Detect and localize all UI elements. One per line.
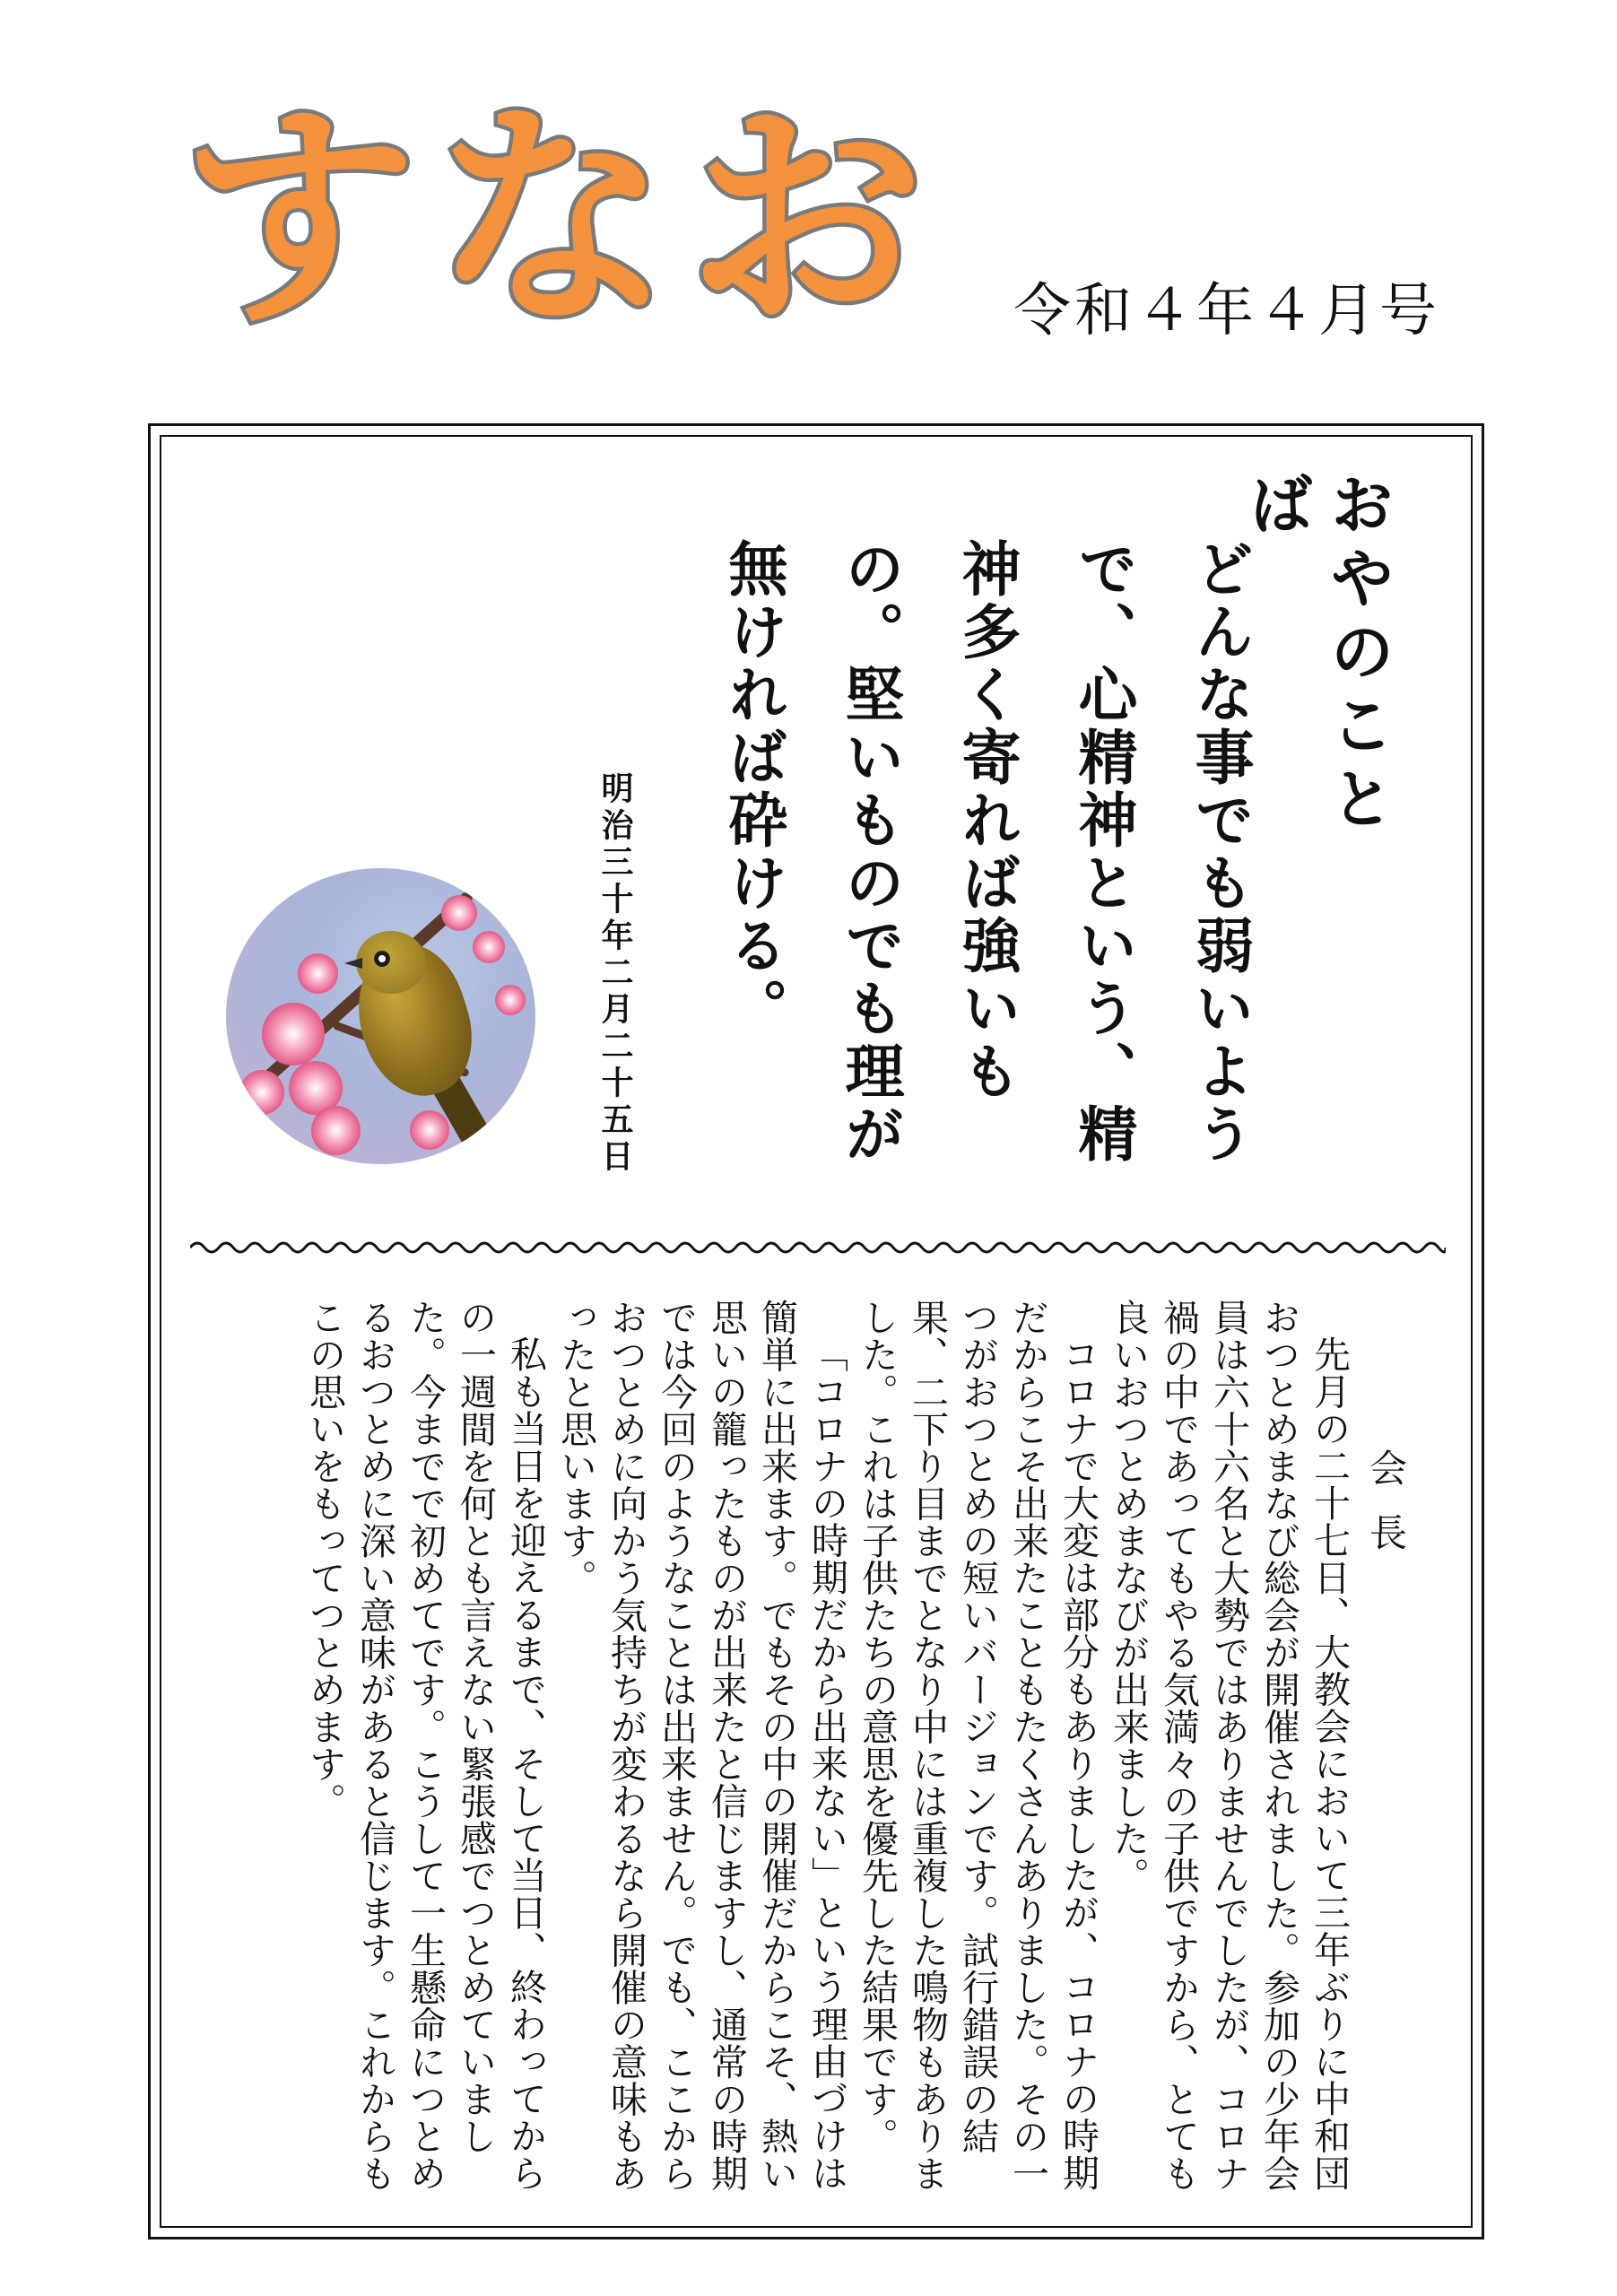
oya-kotoba-heading: おやのことば: [1239, 471, 1395, 839]
issue-date: 令和４年４月号: [1013, 278, 1440, 344]
oya-kotoba-date: 明治三十年二月二十五日: [596, 771, 634, 1176]
article-body: [193, 1299, 1354, 2213]
article-paragraph: 先月の二十七日、大教会において三年ぶりに中和団おつとめまなび総会が開催されました。参加の少年会員は六十六名と大勢ではありませんでしたが、コロナ禍の中であってもやる気満々の子供ですから、とても良いおつとめまなびが出来ました。: [1107, 1299, 1351, 2192]
masthead: [179, 81, 951, 358]
bird-photo: [226, 868, 535, 1164]
wavy-divider: [190, 1238, 1446, 1257]
article-paragraph: コロナで大変は部分もありましたが、コロナの時期だからこそ出来たこともたくさんありました。その一つがおつとめの短いバージョンです。試行錯誤の結果、二下り目までとなり中には重複した鳴物もありました。これは子供たちの意思を優先した結果です。: [856, 1299, 1100, 2192]
article-paragraph: 「コロナの時期だから出来ない」という理由づけは簡単に出来ます。でもその中の開催だからこそ、熱い思いの籠ったものが出来たと信じますし、通常の時期では今回のようなことは出来ません。でも、ここからおつとめに向かう気持ちが変わるなら開催の意味もあったと思います。: [554, 1299, 848, 2192]
article-paragraph: 私も当日を迎えるまで、そして当日、終わってからの一週間を何とも言えない緊張感でつとめていました。今までで初めてです。こうして一生懸命につとめるおつとめに深い意味があると信じます。これからもこの思いをもってつとめます。: [303, 1299, 547, 2192]
oya-kotoba-quote: どんな事でも弱いようで、心精神という、精神多く寄れば強いもの。堅いものでも理が無ければ砕ける。: [718, 538, 1255, 1166]
article-byline: 会長: [1364, 1448, 1408, 1578]
newsletter-title: すなお: [179, 81, 941, 358]
